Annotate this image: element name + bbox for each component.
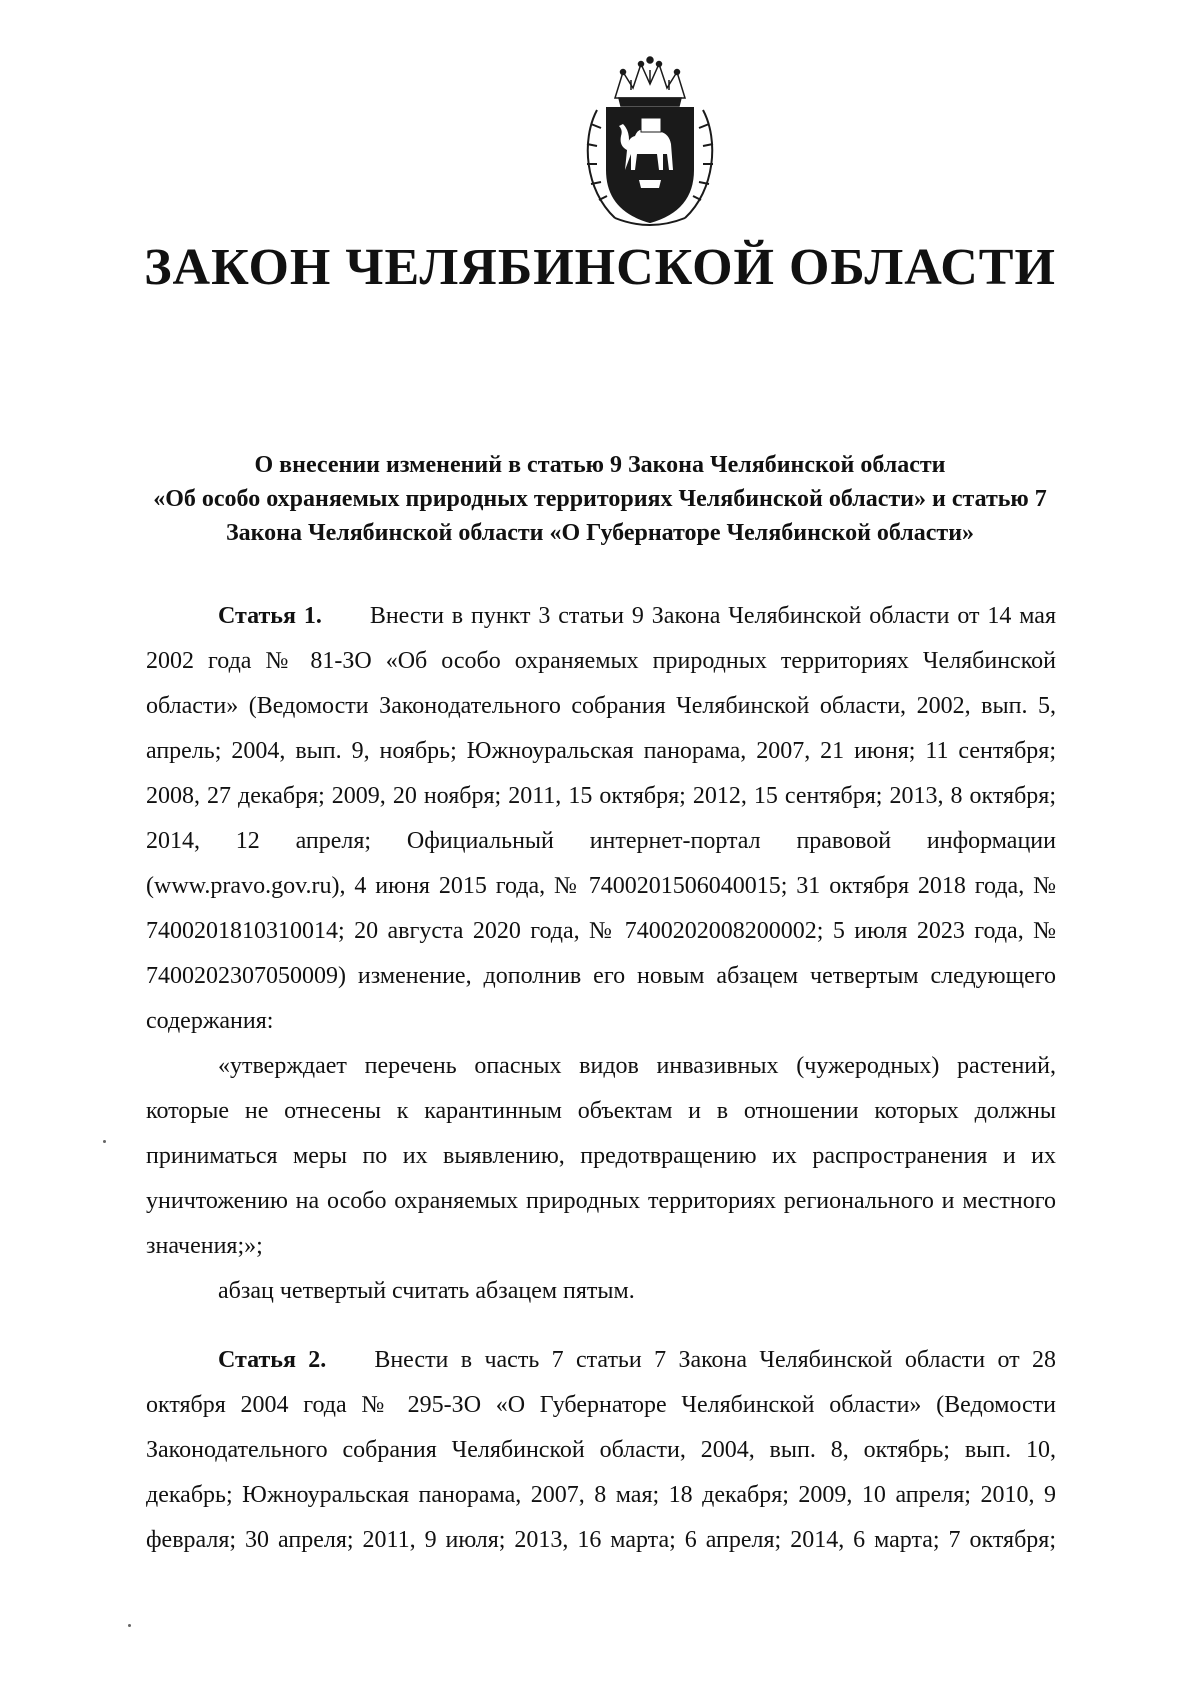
law-subtitle xyxy=(120,448,1080,550)
subtitle-line: О внесении изменений в статью 9 Закона Челябинской области xyxy=(254,452,946,478)
article-2-label: Статья 2. xyxy=(218,1347,327,1373)
article-1-label: Статья 1. xyxy=(218,603,322,629)
law-title: ЗАКОН ЧЕЛЯБИНСКОЙ ОБЛАСТИ xyxy=(144,239,1056,296)
scan-speck xyxy=(128,1624,131,1627)
crown-icon xyxy=(615,57,685,106)
article-2-text: Внести в часть 7 статьи 7 Закона Челябинской области от 28 октября 2004 года № 295-ЗО «О Губернаторе Челябинской области» (Ведомости Законодательного собрания Челябинской области, 2004, вып. 8, октябрь; вып. 10, декабрь; Южноуральская панорама, 2007, 8 мая; 18 декабря; 2009, 10 апреля; 2010, 9 февраля; 30 апреля; 2011, 9 июля; 2013, 16 марта; 6 апреля; 2014, 6 марта; 7 октября; xyxy=(146,1347,1056,1553)
subtitle-line: Закона Челябинской области «О Губернаторе Челябинской области» xyxy=(225,520,975,546)
coat-of-arms-emblem xyxy=(575,50,725,230)
article-2-paragraph xyxy=(146,1338,1056,1563)
article-1-text: Внести в пункт 3 статьи 9 Закона Челябинской области от 14 мая 2002 года № 81-ЗО «Об особо охраняемых природных территориях Челябинской области» (Ведомости Законодательного собрания Челябинской области, 2002, вып. 5, апрель; 2004, вып. 9, ноябрь; Южноуральская панорама, 2007, 21 июня; 11 сентября; 2008, 27 декабря; 2009, 20 ноября; 2011, 15 октября; 2012, 15 сентября; 2013, 8 октября; 2014, 12 апреля; Официальный интернет-портал правовой информации (www.pravo.gov.ru), 4 июня 2015 года, № 7400201506040015; 31 октября 2018 года, № 7400201810310014; 20 августа 2020 года, № 7400202008200002; 5 июля 2023 года, № 7400202307050009) изменение, дополнив его новым абзацем четвертым следующего содержания: xyxy=(146,603,1056,1034)
article-1-quote: «утверждает перечень опасных видов инвазивных (чужеродных) растений, которые не отнесены к карантинным объектам и в отношении которых должны приниматься меры по их выявлению, предотвращению их распространения и их уничтожению на особо охраняемых природных территориях регионального и местного значения;»; xyxy=(146,1053,1056,1259)
article-1 xyxy=(146,594,1056,1314)
article-2 xyxy=(146,1338,1056,1563)
scan-speck xyxy=(103,1140,106,1143)
article-1-paragraph xyxy=(146,594,1056,1044)
subtitle-line: «Об особо охраняемых природных территориях Челябинской области» и статью 7 xyxy=(153,486,1047,512)
article-1-note: абзац четвертый считать абзацем пятым. xyxy=(218,1278,635,1304)
